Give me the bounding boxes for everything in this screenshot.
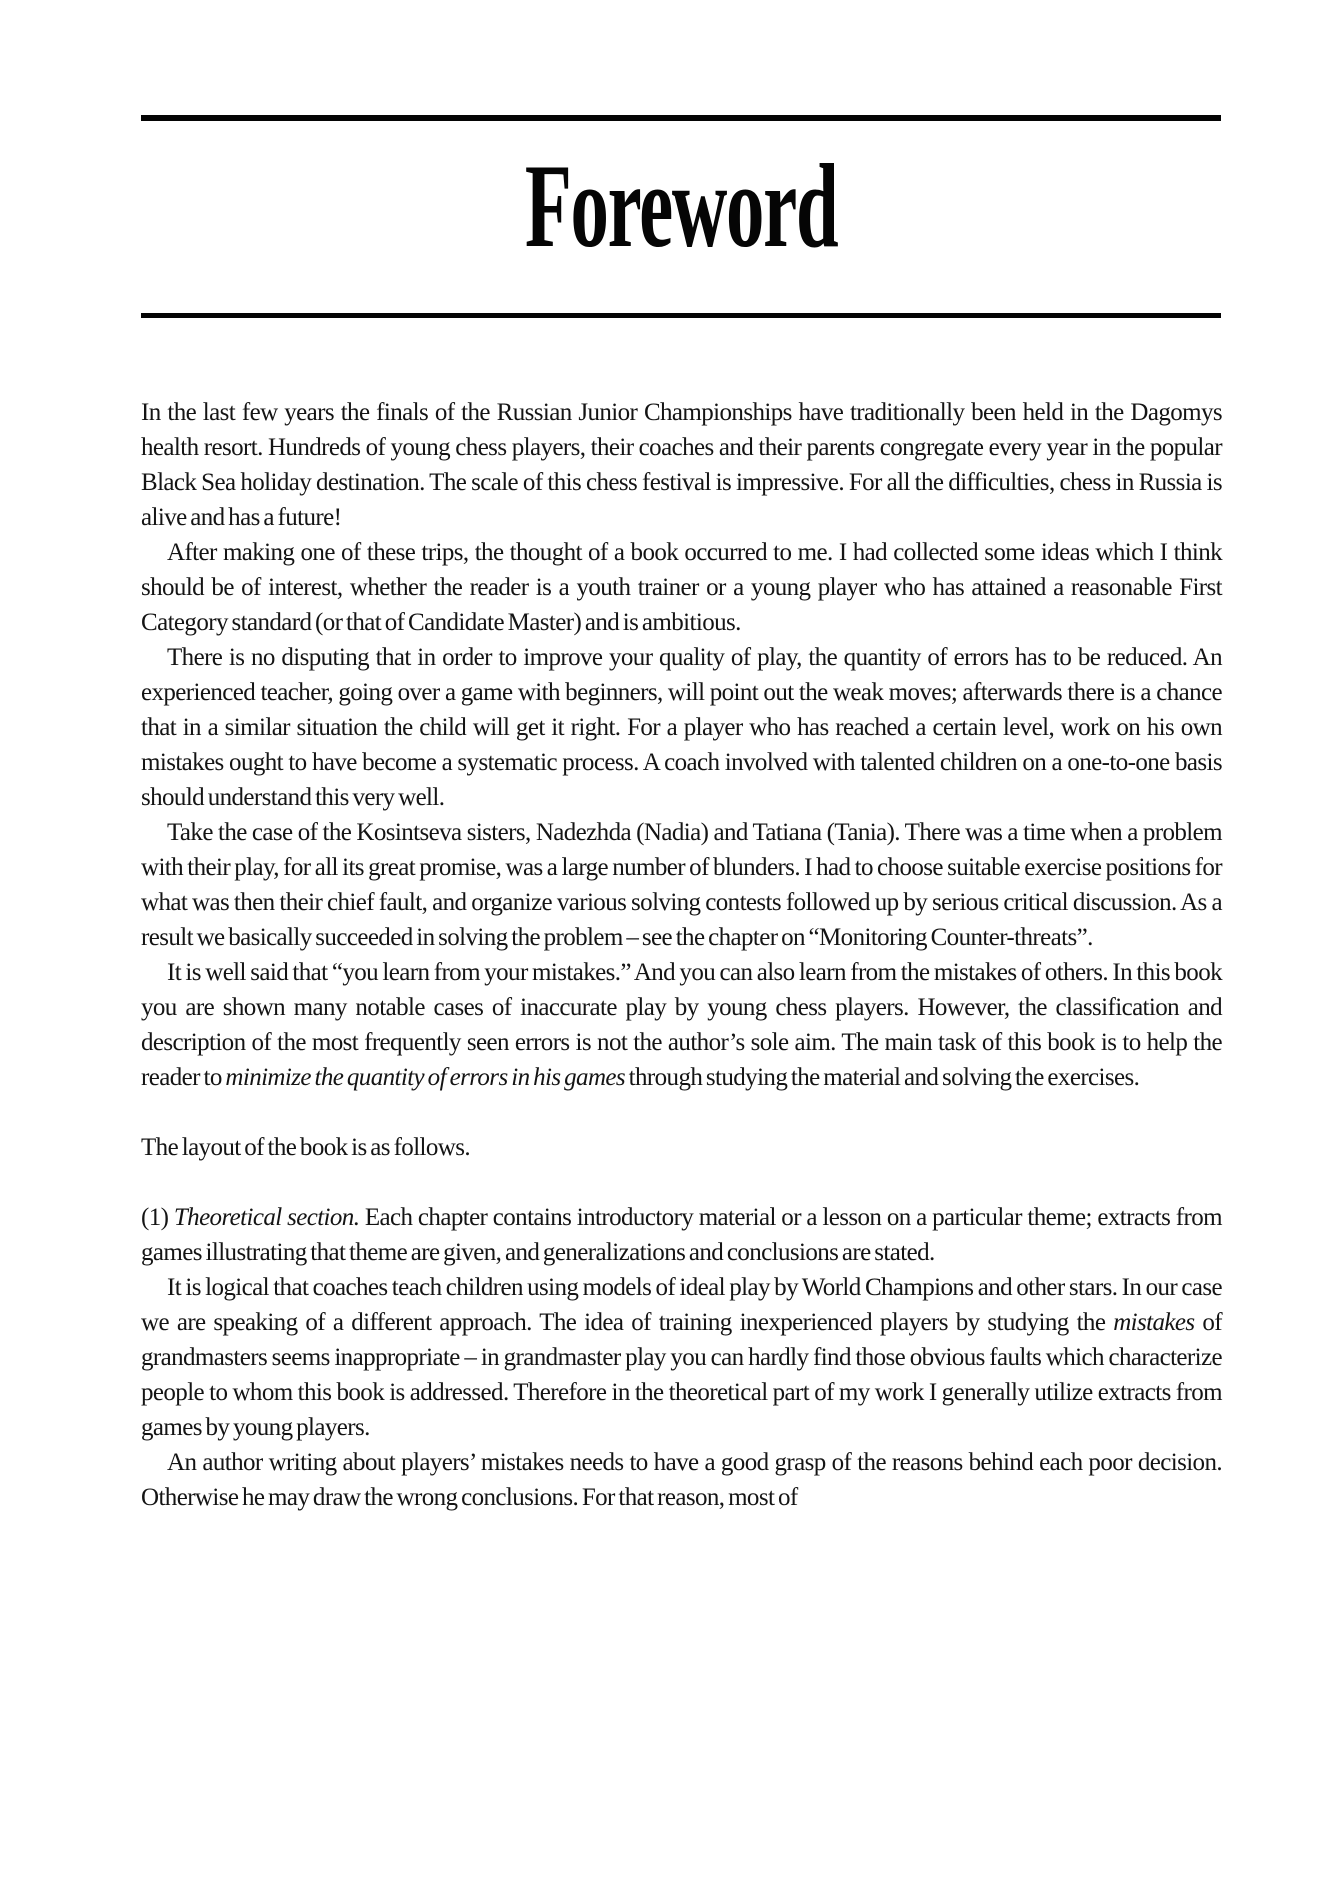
text-run: through studying the material and solving the exercises. <box>625 1064 1140 1091</box>
paragraph <box>141 395 1222 535</box>
text-run: Take the case of the Kosintseva sisters, Nadezhda (Nadia) and Tatiana (Tania). There was a time when a problem with their play, for all its great promise, was a large number of blunders. I had to choose suitable exercise positions for what was then their chief fault, and organize various solving contests followed up by serious critical discussion. As a result we basically succeeded in solving the problem – see the chapter on “Monitoring Counter-threats”. <box>141 819 1222 951</box>
paragraph <box>141 1200 1222 1270</box>
italic-text-run: Theoretical section. <box>173 1204 360 1231</box>
top-rule <box>141 115 1221 121</box>
text-run: An author writing about players’ mistakes needs to have a good grasp of the reasons behind each poor decision. Otherwise he may draw the wrong conclusions. For that reason, most of <box>141 1449 1222 1511</box>
chapter-title-text: Foreword <box>524 139 838 272</box>
paragraph <box>141 535 1222 640</box>
text-run: of grandmasters seems inappropriate – in grandmaster play you can hardly find those obvious faults which characterize people to whom this book is addressed. Therefore in the theoretical part of my work I generally utilize extracts from games by young players. <box>141 1309 1222 1441</box>
text-run: (1) <box>141 1204 174 1231</box>
text-run: Each chapter contains introductory material or a lesson on a particular theme; extracts from games illustrating that theme are given, and generalizations and conclusions are stated. <box>141 1204 1222 1266</box>
text-run: After making one of these trips, the thought of a book occurred to me. I had collected some ideas which I think should be of interest, whether the reader is a youth trainer or a young player who has attained a reasonable First Category standard (or that of Candidate Master) and is ambitious. <box>141 539 1222 636</box>
paragraph <box>141 1270 1222 1445</box>
page-title <box>141 139 1221 272</box>
paragraph <box>141 815 1222 955</box>
foreword-body-text <box>141 395 1222 1515</box>
text-run: It is well said that “you learn from your mistakes.” And you can also learn from the mistakes of others. In this book you are shown many notable cases of inaccurate play by young chess players. However, the classification and description of the most frequently seen errors is not the author’s sole aim. The main task of this book is to help the reader to <box>141 959 1222 1091</box>
text-run: It is logical that coaches teach children using models of ideal play by World Champions and other stars. In our case we are speaking of a different approach. The idea of training inexperienced players by studying the <box>141 1274 1222 1336</box>
italic-text-run: mistakes <box>1113 1309 1195 1336</box>
text-run: The layout of the book is as follows. <box>141 1134 471 1161</box>
text-run: There is no disputing that in order to improve your quality of play, the quantity of errors has to be reduced. An experienced teacher, going over a game with beginners, will point out the weak moves; afterwards there is a chance that in a similar situation the child will get it right. For a player who has reached a certain level, work on his own mistakes ought to have become a systematic process. A coach involved with talented children on a one-to-one basis should understand this very well. <box>141 644 1222 811</box>
italic-text-run: minimize the quantity of errors in his games <box>225 1064 626 1091</box>
paragraph <box>141 955 1222 1095</box>
text-run: In the last few years the finals of the Russian Junior Championships have traditionally been held in the Dagomys health resort. Hundreds of young chess players, their coaches and their parents congregate every year in the popular Black Sea holiday destination. The scale of this chess festival is impressive. For all the difficulties, chess in Russia is alive and has a future! <box>141 399 1222 531</box>
bottom-rule <box>141 313 1221 318</box>
paragraph <box>141 1445 1222 1515</box>
paragraph <box>141 1130 1222 1165</box>
paragraph <box>141 640 1222 815</box>
